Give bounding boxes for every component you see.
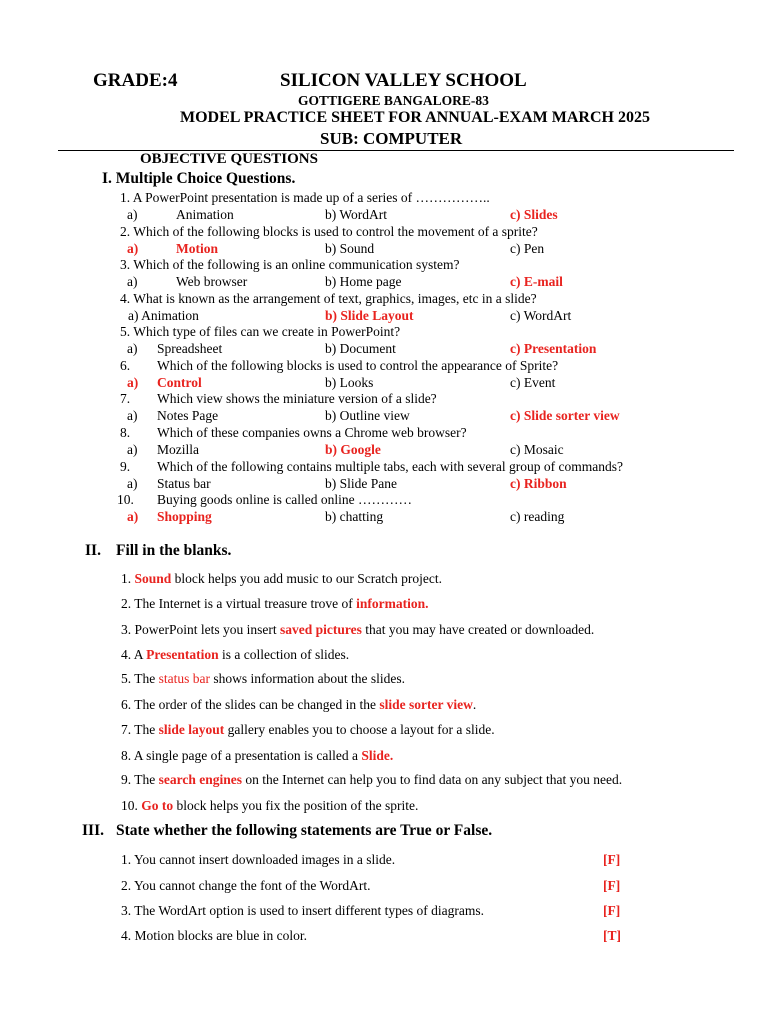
item-text-before: The (134, 722, 159, 737)
question-text: Which view shows the miniature version of a slide? (157, 391, 437, 406)
item-text-after: block helps you add music to our Scratch project. (171, 571, 442, 586)
option-a-text: Control (157, 375, 202, 390)
option-b: b) Outline view (325, 408, 410, 423)
question-text: Which of the following blocks is used to control the appearance of Sprite? (157, 358, 559, 373)
option-c: c) Ribbon (510, 476, 567, 491)
option-a-letter: a) (127, 509, 139, 524)
option-a-text: Mozilla (157, 442, 199, 457)
item-text-before: The Internet is a virtual treasure trove of (134, 596, 357, 611)
statement-text: You cannot insert downloaded images in a slide. (134, 852, 396, 867)
item-number: 4. (121, 928, 132, 943)
question-number: 10. (117, 492, 134, 507)
question-number: 6. (120, 358, 131, 373)
item-text-after: that you may have created or downloaded. (361, 622, 595, 637)
section-2-title: Fill in the blanks. (116, 542, 232, 559)
grade-label: GRADE:4 (93, 70, 178, 91)
blank-answer: status bar (158, 671, 211, 686)
fill-blank-item (121, 571, 442, 587)
question-text: 5. Which type of files can we create in PowerPoint? (120, 324, 401, 339)
blank-answer: Go to (141, 798, 174, 813)
option-c: c) reading (510, 509, 565, 524)
statement-text: You cannot change the font of the WordArt. (134, 878, 371, 893)
option-b: b) Slide Pane (325, 476, 397, 491)
fill-blank-item (121, 697, 476, 713)
fill-blank-item (121, 647, 349, 663)
item-number: 7. (121, 722, 132, 737)
item-number: 8. (121, 748, 132, 763)
item-number: 4. (121, 647, 132, 662)
item-number: 10. (121, 798, 138, 813)
statement-item (121, 852, 395, 868)
option-c: c) Presentation (510, 341, 597, 356)
option-c: c) E-mail (510, 274, 563, 289)
option-a-letter: a) (127, 408, 138, 423)
option-b: b) Sound (325, 241, 375, 256)
item-number: 1. (121, 571, 132, 586)
fill-blank-item (121, 748, 393, 764)
option-a-letter: a) (127, 274, 138, 289)
item-text-before: The (134, 772, 159, 787)
option-b: b) Looks (325, 375, 374, 390)
item-text-before: A (133, 647, 147, 662)
option-b: b) Slide Layout (325, 308, 414, 323)
question-number: 8. (120, 425, 131, 440)
fill-blank-item (121, 596, 429, 612)
fill-blank-item (121, 722, 495, 738)
school-name: SILICON VALLEY SCHOOL (280, 70, 527, 91)
true-false-answer: [F] (603, 852, 621, 867)
item-number: 6. (121, 697, 132, 712)
true-false-answer: [T] (603, 928, 621, 943)
question-number: 9. (120, 459, 131, 474)
item-number: 3. (121, 903, 132, 918)
item-text-before: A single page of a presentation is called a (133, 748, 362, 763)
item-number: 9. (121, 772, 132, 787)
item-number: 1. (121, 852, 132, 867)
option-b: b) Google (325, 442, 381, 457)
item-text-before: The (134, 671, 159, 686)
statement-item (121, 878, 371, 894)
option-a-text: Motion (176, 241, 218, 256)
option-a-letter: a) (127, 207, 138, 222)
statement-item (121, 928, 307, 944)
blank-answer: Slide. (361, 748, 394, 763)
option-b: b) chatting (325, 509, 384, 524)
item-text-before: PowerPoint lets you insert (134, 622, 280, 637)
section-3-roman: III. (82, 822, 104, 839)
section-2-roman: II. (85, 542, 101, 559)
option-a-letter: a) (127, 241, 139, 256)
item-number: 3. (121, 622, 132, 637)
item-text-after: . (472, 697, 477, 712)
option-b: b) Home page (325, 274, 402, 289)
blank-answer: search engines (158, 772, 243, 787)
fill-blank-item (121, 622, 594, 638)
question-text: 1. A PowerPoint presentation is made up of a series of …………….. (120, 190, 490, 205)
option-a-text: Spreadsheet (157, 341, 223, 356)
objective-heading: OBJECTIVE QUESTIONS (140, 151, 318, 167)
fill-blank-item (121, 798, 418, 814)
statement-item (121, 903, 484, 919)
option-c: c) Slides (510, 207, 558, 222)
school-address: GOTTIGERE BANGALORE-83 (298, 93, 489, 108)
item-text-after: block helps you fix the position of the sprite. (173, 798, 419, 813)
item-text-after: on the Internet can help you to find data on any subject that you need. (242, 772, 623, 787)
true-false-answer: [F] (603, 878, 621, 893)
option-a-text: Web browser (176, 274, 248, 289)
question-text: 4. What is known as the arrangement of text, graphics, images, etc in a slide? (120, 291, 537, 306)
question-text: 2. Which of the following blocks is used to control the movement of a sprite? (120, 224, 538, 239)
option-c: c) WordArt (510, 308, 572, 323)
item-text-after: shows information about the slides. (210, 671, 405, 686)
question-text: Which of the following contains multiple tabs, each with several group of commands? (157, 459, 624, 474)
statement-text: The WordArt option is used to insert different types of diagrams. (134, 903, 484, 918)
option-b: b) WordArt (325, 207, 388, 222)
item-text-after: gallery enables you to choose a layout for a slide. (224, 722, 495, 737)
blank-answer: slide sorter view (379, 697, 473, 712)
option-c: c) Pen (510, 241, 545, 256)
option-c: c) Slide sorter view (510, 408, 620, 423)
blank-answer: Presentation (146, 647, 219, 662)
item-number: 2. (121, 596, 132, 611)
question-text: Buying goods online is called online ………… (157, 492, 412, 507)
option-a-text: Notes Page (157, 408, 219, 423)
option-a-text: Status bar (157, 476, 211, 491)
blank-answer: slide layout (158, 722, 225, 737)
fill-blank-item (121, 772, 622, 788)
option-a-letter: a) (127, 341, 138, 356)
option-a: a) Animation (128, 308, 199, 323)
option-a-text: Shopping (157, 509, 212, 524)
section-3-title: State whether the following statements are True or False. (116, 822, 493, 839)
item-number: 2. (121, 878, 132, 893)
blank-answer: information. (356, 596, 429, 611)
option-a-letter: a) (127, 375, 139, 390)
sheet-title: MODEL PRACTICE SHEET FOR ANNUAL-EXAM MARCH 2025 (180, 109, 650, 126)
item-number: 5. (121, 671, 132, 686)
option-b: b) Document (325, 341, 396, 356)
subject-title: SUB: COMPUTER (320, 129, 463, 148)
option-a-letter: a) (127, 476, 138, 491)
option-a-letter: a) (127, 442, 138, 457)
option-c: c) Event (510, 375, 556, 390)
fill-blank-item (121, 671, 405, 687)
question-text: 3. Which of the following is an online communication system? (120, 257, 460, 272)
option-c: c) Mosaic (510, 442, 564, 457)
blank-answer: saved pictures (280, 622, 362, 637)
section-1-title: I. Multiple Choice Questions. (102, 170, 296, 187)
question-number: 7. (120, 391, 131, 406)
statement-text: Motion blocks are blue in color. (134, 928, 307, 943)
true-false-answer: [F] (603, 903, 621, 918)
option-a-text: Animation (176, 207, 234, 222)
item-text-before: The order of the slides can be changed in the (134, 697, 380, 712)
question-text: Which of these companies owns a Chrome web browser? (157, 425, 467, 440)
blank-answer: Sound (134, 571, 172, 586)
item-text-after: is a collection of slides. (218, 647, 350, 662)
